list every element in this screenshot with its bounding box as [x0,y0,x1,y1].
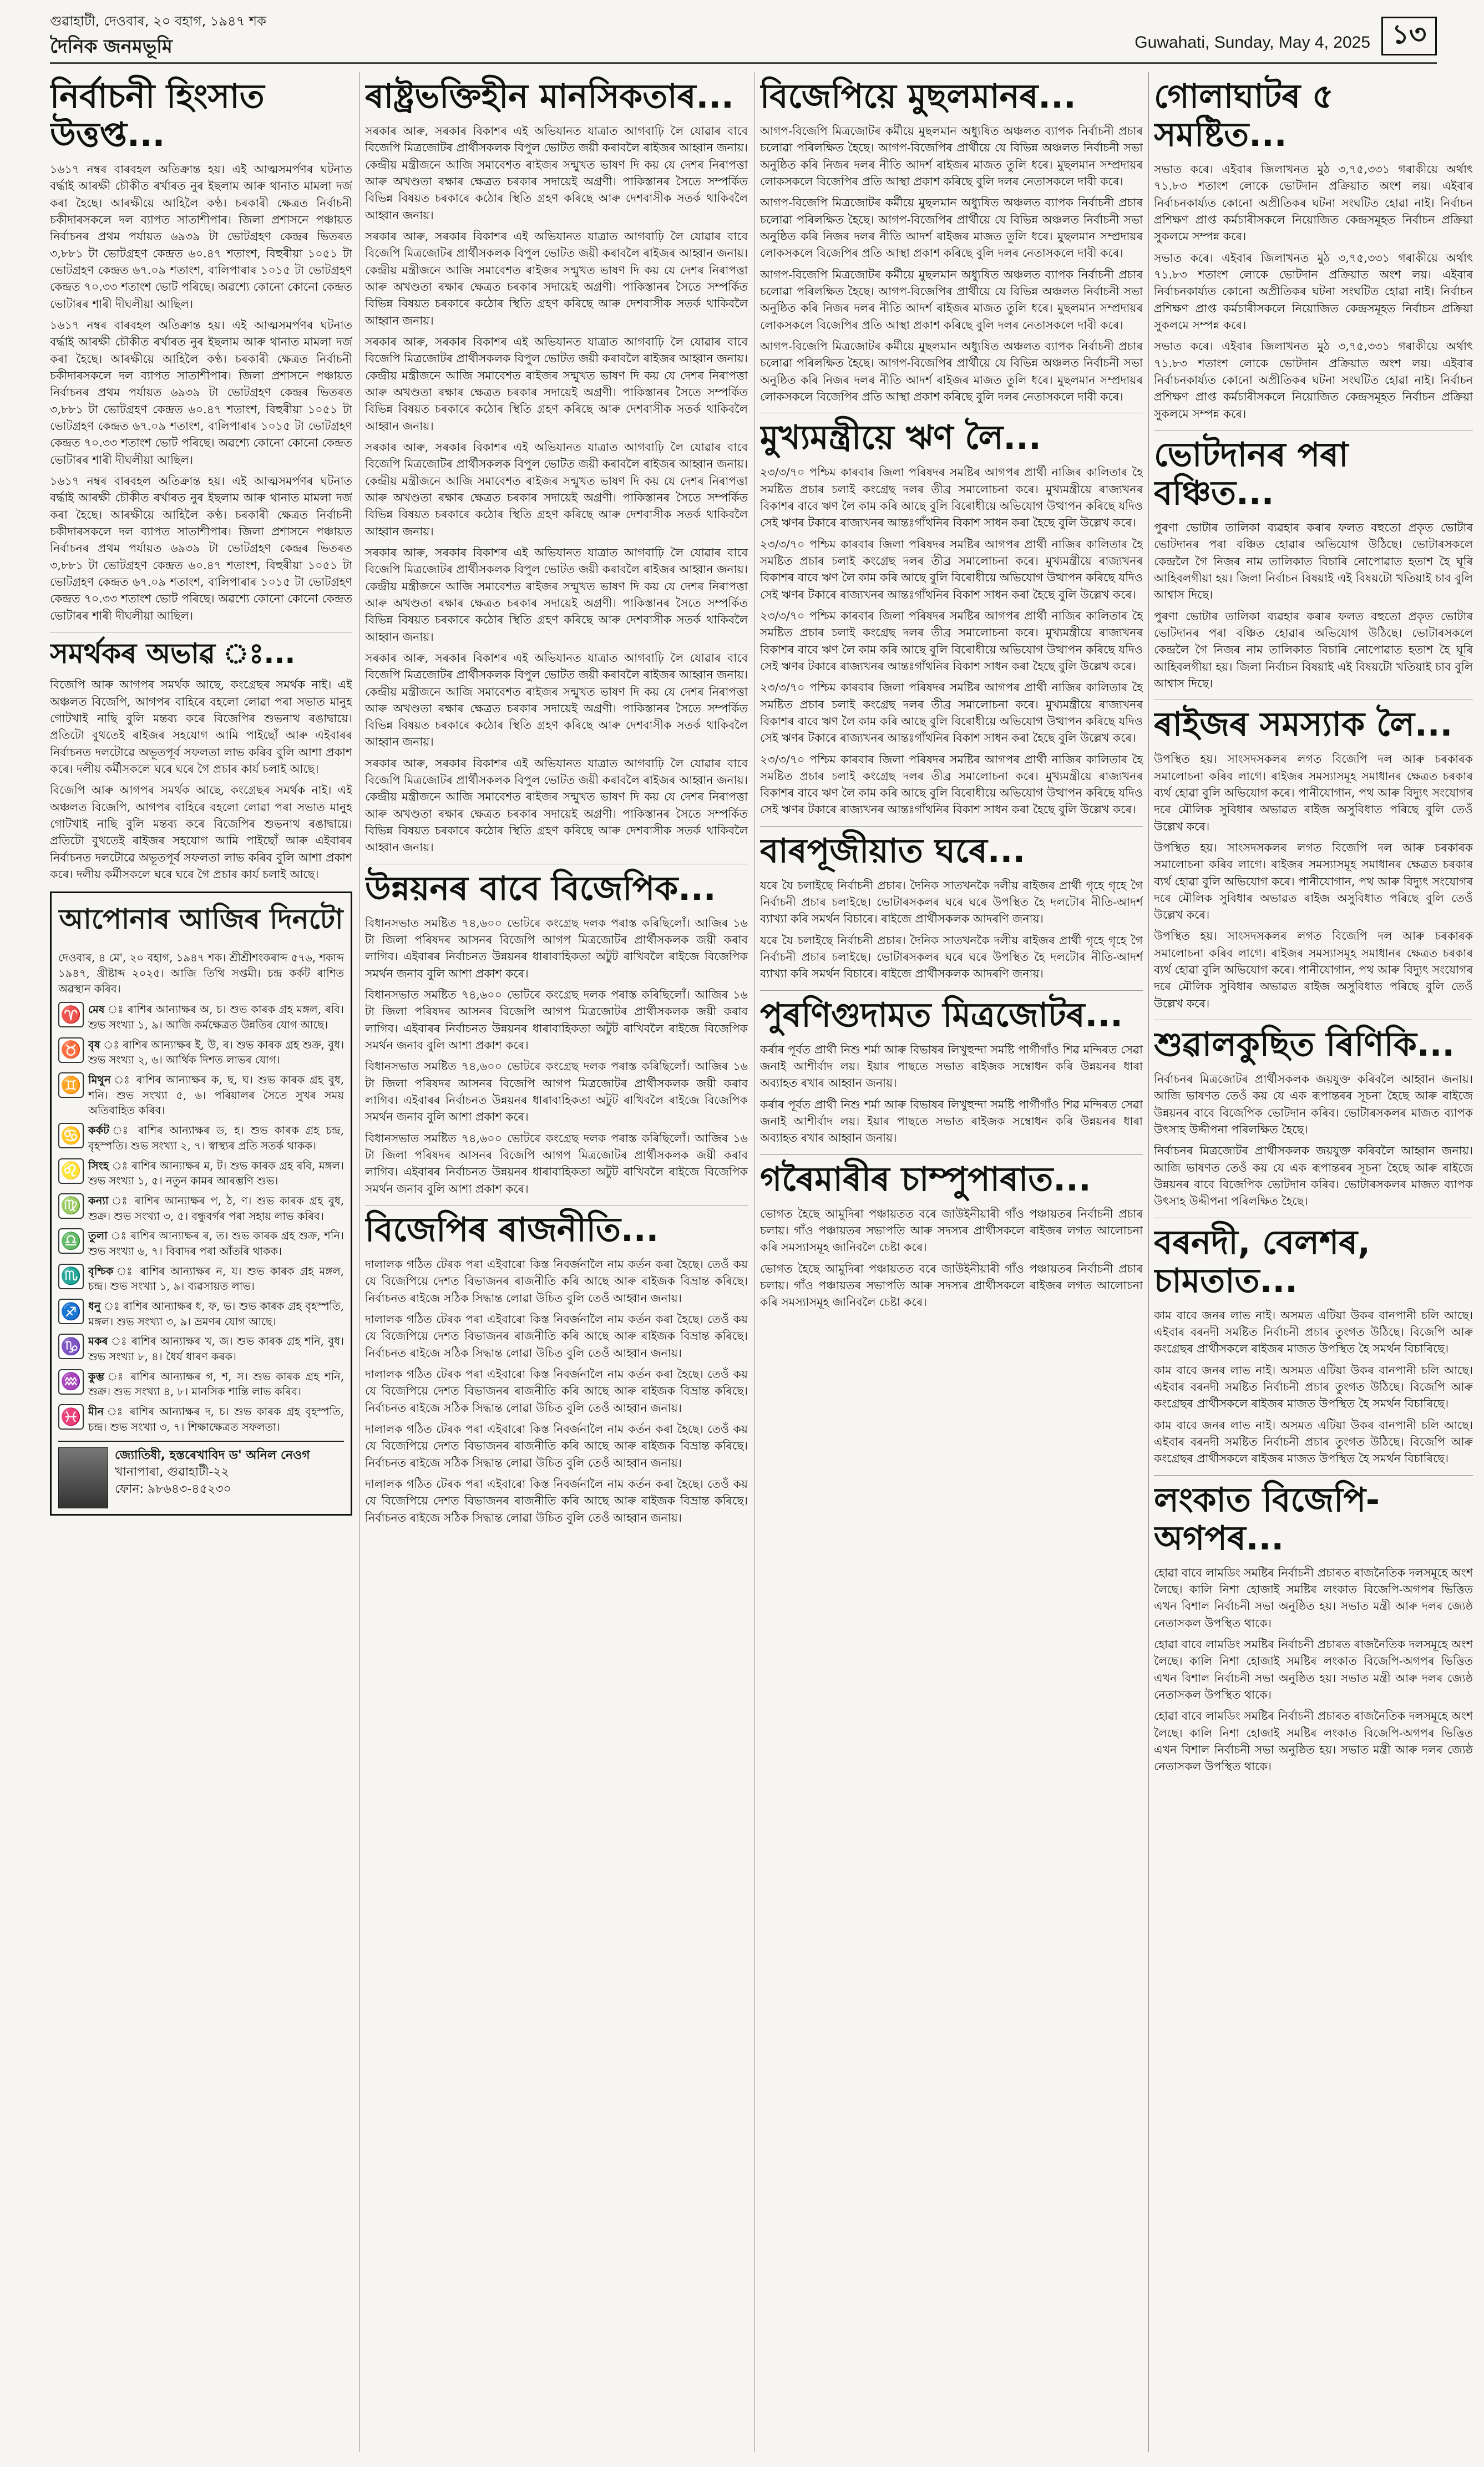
zodiac-sign-icon: ♍ [58,1193,84,1219]
zodiac-sign-icon: ♓ [58,1404,84,1430]
article-body: ২৩/৩/৭০ পশ্চিম কাৰবাৰ জিলা পৰিষদৰ সমষ্টিৰ আগপৰ প্ৰাৰ্থী নাজিৰ কালিতাৰ হৈ সমষ্টিত প্ৰচাৰ চলাই কংগ্ৰেছ দলৰ তীব্ৰ সমালোচনা কৰে। মুখ্যমন্ত্ৰীয়ে ৰাজ্যখনৰ বিকাশৰ বাবে ঋণ লৈ কাম কৰি আছে বুলি বিৰোধীয়ে অভিযোগ উত্থাপন কৰিছে যদিও সেই ঋণৰ টকাৰে ৰাজ্যখনৰ আন্তঃগাঁথনিৰ বিকাশ সাধন কৰা হৈছে বুলি উল্লেখ কৰে। [760,681,1143,745]
article-body: সৰকাৰ আৰু, সৰকাৰ বিকাশৰ এই অভিযানত যাত্ৰাত আগবাঢ়ি লৈ যোৱাৰ বাবে বিজেপি মিত্ৰজোটৰ প্ৰাৰ্থীসকলক বিপুল ভোটত জয়ী কৰাবলৈ ৰাইজৰ আহ্বান জনায়। কেন্দ্ৰীয় মন্ত্ৰীজনে আজি সমাবেশত ৰাইজৰ সন্মুখত ভাষণ দি কয় যে দেশৰ নিৰাপত্তা আৰু অখণ্ডতা ৰক্ষাৰ ক্ষেত্ৰত চৰকাৰ সদায়েই অগ্ৰণী। পাকিস্তানৰ সৈতে সম্পৰ্কিত বিভিন্ন বিষয়ত চৰকাৰে কঠোৰ স্থিতি গ্ৰহণ কৰিছে আৰু দেশবাসীক সতৰ্ক থাকিবলৈ আহ্বান জনায়। [365,124,748,222]
zodiac-sign-icon: ♊ [58,1072,84,1098]
newspaper-brand: দৈনিক জনমভূমি [50,36,173,58]
zodiac-sign-icon: ♎ [58,1228,84,1254]
astrologer-address: খানাপাৰা, গুৱাহাটী-২২ [115,1465,229,1480]
article-body: উপস্থিত হয়। সাংসদসকলৰ লগত বিজেপি দল আৰু চৰকাৰক সমালোচনা কৰিব লাগে। ৰাইজৰ সমস্যাসমূহ সমাধানৰ ক্ষেত্ৰত চৰকাৰ ব্যৰ্থ হোৱা বুলি অভিযোগ কৰে। পানীযোগান, পথ আৰু বিদ্যুৎ সংযোগৰ দৰে মৌলিক সুবিধাৰ অভাৱত ৰাইজ অসুবিধাত পৰিছে বুলি তেওঁ উল্লেখ কৰে। [1154,840,1473,922]
zodiac-row [58,1369,344,1400]
article-body: হোৱা বাবে লামডিং সমষ্টিৰ নিৰ্বাচনী প্ৰচাৰত ৰাজনৈতিক দলসমূহে অংশ লৈছে। কালি নিশা হোজাই সমষ্টিৰ লংকাত বিজেপি-অগপৰ ভিত্তিত এখন বিশাল নিৰ্বাচনী সভা অনুষ্ঠিত হয়। সভাত মন্ত্ৰী আৰু দলৰ জ্যেষ্ঠ নেতাসকল উপস্থিত থাকে। [1154,1638,1473,1701]
article-body: ২৩/৩/৭০ পশ্চিম কাৰবাৰ জিলা পৰিষদৰ সমষ্টিৰ আগপৰ প্ৰাৰ্থী নাজিৰ কালিতাৰ হৈ সমষ্টিত প্ৰচাৰ চলাই কংগ্ৰেছ দলৰ তীব্ৰ সমালোচনা কৰে। মুখ্যমন্ত্ৰীয়ে ৰাজ্যখনৰ বিকাশৰ বাবে ঋণ লৈ কাম কৰি আছে বুলি বিৰোধীয়ে অভিযোগ উত্থাপন কৰিছে যদিও সেই ঋণৰ টকাৰে ৰাজ্যখনৰ আন্তঃগাঁথনিৰ বিকাশ সাধন কৰা হৈছে বুলি উল্লেখ কৰে। [760,537,1143,601]
zodiac-sign-icon: ♋ [58,1123,84,1148]
zodiac-sign-icon: ♌ [58,1158,84,1184]
headline-bjp-politics: বিজেপিৰ ৰাজনীতি... [365,1210,659,1250]
zodiac-row [58,1264,344,1294]
headline-election-violence: নিৰ্বাচনী হিংসাত উত্তপ্ত... [50,77,265,154]
zodiac-body: ৰাশিৰ আন্যাক্ষৰ ড, হ। শুভ কাৰক গ্ৰহ চন্দ্ৰ, বৃহস্পতি। শুভ সংখ্যা ২, ৭। স্বাস্থ্যৰ প্ৰতি সতৰ্ক থাকক। [88,1124,344,1152]
article-body: দালালক গঠিত টেৰক পৰা এইবাৰো কিস্ত নিবৰ্জনালৈ নাম কৰ্তন কৰা হৈছে। তেওঁ কয় যে বিজেপিয়ে দেশত বিভাজনৰ ৰাজনীতি কৰি আছে আৰু ৰাইজক বিভ্ৰান্ত কৰিছে। নিৰ্বাচনত ৰাইজে সঠিক সিদ্ধান্ত লোৱা উচিত বুলি তেওঁ আহ্বান জনায়। [365,1258,748,1305]
zodiac-name: কুম্ভ [88,1370,105,1383]
article-body: সৰকাৰ আৰু, সৰকাৰ বিকাশৰ এই অভিযানত যাত্ৰাত আগবাঢ়ি লৈ যোৱাৰ বাবে বিজেপি মিত্ৰজোটৰ প্ৰাৰ্থীসকলক বিপুল ভোটত জয়ী কৰাবলৈ ৰাইজৰ আহ্বান জনায়। কেন্দ্ৰীয় মন্ত্ৰীজনে আজি সমাবেশত ৰাইজৰ সন্মুখত ভাষণ দি কয় যে দেশৰ নিৰাপত্তা আৰু অখণ্ডতা ৰক্ষাৰ ক্ষেত্ৰত চৰকাৰ সদায়েই অগ্ৰণী। পাকিস্তানৰ সৈতে সম্পৰ্কিত বিভিন্ন বিষয়ত চৰকাৰে কঠোৰ স্থিতি গ্ৰহণ কৰিছে আৰু দেশবাসীক সতৰ্ক থাকিবলৈ আহ্বান জনায়। [365,756,748,854]
article-body: বিজেপি আৰু আগপৰ সমৰ্থক আছে, কংগ্ৰেছৰ সমৰ্থক নাই। এই অঞ্চলত বিজেপি, আগপৰ বাহিৰে বহলো লোৱা পৰা সভাত মানুহ গোটখাই নাছি বুলি মন্তব্য কৰে বিজেপিৰ শুভনাথ ৰঙাদ্বায়ে। প্ৰতিটো বুথতেই ৰাইজৰ সহযোগ আমি পাইছোঁ আৰু এইবাৰৰ নিৰ্বাচনত দলটোৱে অভূতপূৰ্ব সফলতা লাভ কৰিব বুলি আশা প্ৰকাশ কৰে। দলীয় কৰ্মীসকলে ঘৰে ঘৰে গৈ প্ৰচাৰ কাৰ্য চলাই আছে। [50,783,352,881]
zodiac-list [58,1002,344,1435]
zodiac-text: সিংহ ঃ ৰাশিৰ আন্যাক্ষৰ ম, ট। শুভ কাৰক গ্ৰহ ৰবি, মঙ্গল। শুভ সংখ্যা ১, ৫। নতুন কামৰ আৰম্ভণি শুভ। [88,1159,344,1188]
zodiac-text: মিথুন ঃ ৰাশিৰ আন্যাক্ষৰ ক, ছ, ঘ। শুভ কাৰক গ্ৰহ বুধ, শনি। শুভ সংখ্যা ৫, ৬। পৰিয়ালৰ সৈতে সুখৰ সময় অতিবাহিত কৰিব। [88,1073,344,1117]
article-body: আগপ-বিজেপি মিত্ৰজোটৰ কৰ্মীয়ে মুছলমান অধ্যুষিত অঞ্চলত ব্যাপক নিৰ্বাচনী প্ৰচাৰ চলোৱা পৰিলক্ষিত হৈছে। আগপ-বিজেপিৰ প্ৰাৰ্থীয়ে যে বিভিন্ন অঞ্চলত নিৰ্বাচনী সভা অনুষ্ঠিত কৰি নিজৰ দলৰ নীতি আদৰ্শ ৰাইজৰ মাজত তুলি ধৰে। মুছলমান সম্প্ৰদায়ৰ লোকসকলে বিজেপিৰ প্ৰতি আস্থা প্ৰকাশ কৰিছে বুলি দলৰ নেতাসকলে দাবী কৰে। [760,124,1143,188]
headline-development: উন্নয়নৰ বাবে বিজেপিক... [365,869,716,908]
zodiac-body: ৰাশিৰ আন্যাক্ষৰ গ, শ, স। শুভ কাৰক গ্ৰহ শনি, শুক্ৰ। শুভ সংখ্যা ৪, ৮। মানসিক শান্তি লাভ কৰিব। [88,1370,344,1399]
english-date: Guwahati, Sunday, May 4, 2025 [1134,33,1370,52]
zodiac-name: মেষ [88,1003,105,1016]
zodiac-sign-icon: ♉ [58,1037,84,1063]
zodiac-name: সিংহ [88,1159,109,1172]
article-body: উপস্থিত হয়। সাংসদসকলৰ লগত বিজেপি দল আৰু চৰকাৰক সমালোচনা কৰিব লাগে। ৰাইজৰ সমস্যাসমূহ সমাধানৰ ক্ষেত্ৰত চৰকাৰ ব্যৰ্থ হোৱা বুলি অভিযোগ কৰে। পানীযোগান, পথ আৰু বিদ্যুৎ সংযোগৰ দৰে মৌলিক সুবিধাৰ অভাৱত ৰাইজ অসুবিধাত পৰিছে বুলি তেওঁ উল্লেখ কৰে। [1154,752,1473,833]
zodiac-body: ৰাশিৰ আন্যাক্ষৰ প, ঠ, ণ। শুভ কাৰক গ্ৰহ বুধ, শুক্ৰ। শুভ সংখ্যা ৩, ৫। বন্ধুবৰ্গৰ পৰা সহায় লাভ কৰিব। [88,1194,344,1223]
zodiac-name: বৃশ্চিক [88,1264,114,1278]
page-number: ১৩ [1381,17,1437,55]
zodiac-text: কৰ্কট ঃ ৰাশিৰ আন্যাক্ষৰ ড, হ। শুভ কাৰক গ্ৰহ চন্দ্ৰ, বৃহস্পতি। শুভ সংখ্যা ২, ৭। স্বাস্থ্যৰ প্ৰতি সতৰ্ক থাকক। [88,1124,344,1152]
article-body: বিজেপি আৰু আগপৰ সমৰ্থক আছে, কংগ্ৰেছৰ সমৰ্থক নাই। এই অঞ্চলত বিজেপি, আগপৰ বাহিৰে বহলো লোৱা পৰা সভাত মানুহ গোটখাই নাছি বুলি মন্তব্য কৰে বিজেপিৰ শুভনাথ ৰঙাদ্বায়ে। প্ৰতিটো বুথতেই ৰাইজৰ সহযোগ আমি পাইছোঁ আৰু এইবাৰৰ নিৰ্বাচনত দলটোৱে অভূতপূৰ্ব সফলতা লাভ কৰিব বুলি আশা প্ৰকাশ কৰে। দলীয় কৰ্মীসকলে ঘৰে ঘৰে গৈ প্ৰচাৰ কাৰ্য চলাই আছে। [50,678,352,776]
column-4 [1154,72,1473,2452]
article-body: ২৩/৩/৭০ পশ্চিম কাৰবাৰ জিলা পৰিষদৰ সমষ্টিৰ আগপৰ প্ৰাৰ্থী নাজিৰ কালিতাৰ হৈ সমষ্টিত প্ৰচাৰ চলাই কংগ্ৰেছ দলৰ তীব্ৰ সমালোচনা কৰে। মুখ্যমন্ত্ৰীয়ে ৰাজ্যখনৰ বিকাশৰ বাবে ঋণ লৈ কাম কৰি আছে বুলি বিৰোধীয়ে অভিযোগ উত্থাপন কৰিছে যদিও সেই ঋণৰ টকাৰে ৰাজ্যখনৰ আন্তঃগাঁথনিৰ বিকাশ সাধন কৰা হৈছে বুলি উল্লেখ কৰে। [760,465,1143,530]
zodiac-body: ৰাশিৰ আন্যাক্ষৰ ন, য। শুভ কাৰক গ্ৰহ মঙ্গল, চন্দ্ৰ। শুভ সংখ্যা ১, ৯। ব্যৱসায়ত লাভ। [88,1264,344,1293]
header-rule [50,62,1437,64]
zodiac-text: মীন ঃ ৰাশিৰ আন্যাক্ষৰ দ, চ। শুভ কাৰক গ্ৰহ বৃহস্পতি, চন্দ্ৰ। শুভ সংখ্যা ৩, ৭। শিক্ষাক্ষেত্ৰত সফলতা। [88,1405,344,1433]
zodiac-name: ধনু [88,1300,101,1313]
article-body: ১৬১৭ নম্বৰ বাৰবহল অতিক্ৰান্ত হয়। এই আত্মসমৰ্পণৰ ঘটনাত বৰ্দ্ধাই আৰক্ষী চৌকীত ৰৰ্খাৰত নুৰ ইছলাম আৰু থানাত মামলা দৰ্জ কৰা হৈছে। আৰক্ষীয়ে আহিলৈ কণ্ঠ। চৰকাৰী ক্ষেত্ৰত নিৰ্বাচনী চকীদাৰসকলে দল ব্যাপত সাতাশীপাৰ। জিলা প্ৰশাসনে পঞ্চায়ত নিৰ্বাচনৰ প্ৰথম পৰ্যায়ত ৬৯৩৯ টা ভোটগ্ৰহণ কেন্দ্ৰৰ ভিতৰত ৩,৮৮১ টা ভোটগ্ৰহণ কেন্দ্ৰত ৬০.৪৭ শতাংশ, বিহুৰীয়া ১০৫১ টা ভোটগ্ৰহণ কেন্দ্ৰত ৬৭.০৯ শতাংশ, বালিপাৰাৰ ১০১৫ টা ভোটগ্ৰহণ কেন্দ্ৰত ৭০.৩৩ শতাংশ ভোট পৰিছে। অৱশ্যে কোনো কোনো কেন্দ্ৰত ভোটাৰৰ শাৰী দীঘলীয়া আছিল। [50,474,352,622]
separator [1154,1475,1473,1476]
zodiac-text: কন্যা ঃ ৰাশিৰ আন্যাক্ষৰ প, ঠ, ণ। শুভ কাৰক গ্ৰহ বুধ, শুক্ৰ। শুভ সংখ্যা ৩, ৫। বন্ধুবৰ্গৰ পৰা সহায় লাভ কৰিব। [88,1194,344,1223]
article-body: বিধানসভাত সমষ্টিত ৭৪,৬০০ ভোটৰে কংগ্ৰেছ দলক পৰাস্ত কৰিছিলোঁ। আজিৰ ১৬ টা জিলা পৰিষদৰ আসনৰ বিজেপি আগপ মিত্ৰজোটৰ প্ৰাৰ্থীসকলক জয়ী কৰাব লাগিব। এইবাৰৰ নিৰ্বাচনত উন্নয়নৰ ধাৰাবাহিকতা অটুট ৰাখিবলৈ ৰাইজে বিজেপিক সমৰ্থন জনাব বুলি আশা প্ৰকাশ কৰে। [365,1060,748,1124]
article-body: ভোগত হৈছে আমুদিৰা পঞ্চায়তত বৰে জাউইনীয়াৰী গাঁও পঞ্চায়তৰ নিৰ্বাচনী প্ৰচাৰ চলায়। গাঁও পঞ্চায়তৰ সভাপতি আৰু সদস্যৰ প্ৰাৰ্থীসকলে ৰাইজৰ লগত আলোচনা কৰি সমস্যাসমূহ জানিবলৈ চেষ্টা কৰে। [760,1262,1143,1309]
astrologer-card [58,1441,344,1508]
article-body: কাম বাবে জনৰ লাভ নাই। অসমত এটিয়া উকৰ বানপানী চলি আছে। এইবাৰ বৰনদী সমষ্টিত নিৰ্বাচনী প্ৰচাৰ তুংগত উঠিছে। বিজেপি আৰু কংগ্ৰেছৰ প্ৰাৰ্থীসকলে ৰাইজৰ মাজত উপস্থিত হৈ সমৰ্থন বিচাৰিছে। [1154,1308,1473,1356]
article-body: নিৰ্বাচনৰ মিত্ৰজোটৰ প্ৰাৰ্থীসকলক জয়যুক্ত কৰিবলৈ আহ্বান জনায়। আজি ভাষণত তেওঁ কয় যে এক ৰূপান্তৰৰ সূচনা হৈছে আৰু ৰাইজে উন্নয়নৰ বাবে বিজেপিক ভোটদান কৰিব। ভোটাৰসকলৰ মাজত ব্যাপক উৎসাহ উদ্দীপনা পৰিলক্ষিত হৈছে। [1154,1144,1473,1208]
zodiac-body: ৰাশিৰ আন্যাক্ষৰ ৰ, ত। শুভ কাৰক গ্ৰহ শুক্ৰ, শনি। শুভ সংখ্যা ৬, ৭। বিবাদৰ পৰা আঁতৰি থাকক। [88,1229,344,1258]
zodiac-name: মকৰ [88,1335,108,1348]
article-body: কৰ্ৰাৰ পূৰ্বত প্ৰাৰ্থী নিশু শৰ্মা আৰু বিভাষৰ লিখুহুন্দা সমষ্টি পাৰ্গীগাঁও শিৱ মন্দিৰত সেৱা জনাই আশীৰ্বাদ লয়। ইয়াৰ পাছতে সভাত ৰাইজক সম্বোধন কৰি উন্নয়নৰ ধাৰা অব্যাহত ৰখাৰ আহ্বান জনায়। [760,1097,1143,1145]
article-body: সভাত কৰে। এইবাৰ জিলাখনত মুঠ ৩,৭৫,৩৩১ গৰাকীয়ে অৰ্থাৎ ৭১.৮৩ শতাংশ লোকে ভোটদান প্ৰক্ৰিয়াত অংশ লয়। এইবাৰ নিৰ্বাচনকাৰ্য্যত কোনো অপ্ৰীতিকৰ ঘটনা সংঘটিত হোৱা নাই। নিৰ্বাচন প্ৰশিক্ষণ প্ৰাপ্ত কৰ্মচাৰীসকলে নিয়োজিত কেন্দ্ৰসমূহত নিৰ্বাচন প্ৰক্ৰিয়া সুকলমে সম্পন্ন কৰে। [1154,163,1473,244]
column-3 [760,72,1143,2452]
zodiac-row [58,1404,344,1435]
zodiac-row [58,1299,344,1329]
zodiac-body: ৰাশিৰ আন্যাক্ষৰ ক, ছ, ঘ। শুভ কাৰক গ্ৰহ বুধ, শনি। শুভ সংখ্যা ৫, ৬। পৰিয়ালৰ সৈতে সুখৰ সময় অতিবাহিত কৰিব। [88,1073,344,1117]
article-body: ১৬১৭ নম্বৰ বাৰবহল অতিক্ৰান্ত হয়। এই আত্মসমৰ্পণৰ ঘটনাত বৰ্দ্ধাই আৰক্ষী চৌকীত ৰৰ্খাৰত নুৰ ইছলাম আৰু থানাত মামলা দৰ্জ কৰা হৈছে। আৰক্ষীয়ে আহিলৈ কণ্ঠ। চৰকাৰী ক্ষেত্ৰত নিৰ্বাচনী চকীদাৰসকলে দল ব্যাপত সাতাশীপাৰ। জিলা প্ৰশাসনে পঞ্চায়ত নিৰ্বাচনৰ প্ৰথম পৰ্যায়ত ৬৯৩৯ টা ভোটগ্ৰহণ কেন্দ্ৰৰ ভিতৰত ৩,৮৮১ টা ভোটগ্ৰহণ কেন্দ্ৰত ৬০.৪৭ শতাংশ, বিহুৰীয়া ১০৫১ টা ভোটগ্ৰহণ কেন্দ্ৰত ৬৭.০৯ শতাংশ, বালিপাৰাৰ ১০১৫ টা ভোটগ্ৰহণ কেন্দ্ৰত ৭০.৩৩ শতাংশ ভোট পৰিছে। অৱশ্যে কোনো কোনো কেন্দ্ৰত ভোটাৰৰ শাৰী দীঘলীয়া আছিল। [50,163,352,311]
separator [760,1154,1143,1155]
headline-puranigudam: পুৰণিগুদামত মিত্ৰজোটৰ... [760,995,1123,1035]
zodiac-row [58,1002,344,1032]
zodiac-row [58,1072,344,1118]
article-body: দালালক গঠিত টেৰক পৰা এইবাৰো কিস্ত নিবৰ্জনালৈ নাম কৰ্তন কৰা হৈছে। তেওঁ কয় যে বিজেপিয়ে দেশত বিভাজনৰ ৰাজনীতি কৰি আছে আৰু ৰাইজক বিভ্ৰান্ত কৰিছে। নিৰ্বাচনত ৰাইজে সঠিক সিদ্ধান্ত লোৱা উচিত বুলি তেওঁ আহ্বান জনায়। [365,1422,748,1470]
headline-barpujia: বাৰপূজীয়াত ঘৰে... [760,831,1026,870]
article-body: সভাত কৰে। এইবাৰ জিলাখনত মুঠ ৩,৭৫,৩৩১ গৰাকীয়ে অৰ্থাৎ ৭১.৮৩ শতাংশ লোকে ভোটদান প্ৰক্ৰিয়াত অংশ লয়। এইবাৰ নিৰ্বাচনকাৰ্য্যত কোনো অপ্ৰীতিকৰ ঘটনা সংঘটিত হোৱা নাই। নিৰ্বাচন প্ৰশিক্ষণ প্ৰাপ্ত কৰ্মচাৰীসকলে নিয়োজিত কেন্দ্ৰসমূহত নিৰ্বাচন প্ৰক্ৰিয়া সুকলমে সম্পন্ন কৰে। [1154,251,1473,332]
article-body: বিধানসভাত সমষ্টিত ৭৪,৬০০ ভোটৰে কংগ্ৰেছ দলক পৰাস্ত কৰিছিলোঁ। আজিৰ ১৬ টা জিলা পৰিষদৰ আসনৰ বিজেপি আগপ মিত্ৰজোটৰ প্ৰাৰ্থীসকলক জয়ী কৰাব লাগিব। এইবাৰৰ নিৰ্বাচনত উন্নয়নৰ ধাৰাবাহিকতা অটুট ৰাখিবলৈ ৰাইজে বিজেপিক সমৰ্থন জনাব বুলি আশা প্ৰকাশ কৰে। [365,988,748,1052]
astrologer-phone: ফোন: ৯৮৬৪৩-৪৫২৩০ [115,1482,231,1497]
zodiac-body: ৰাশিৰ আন্যাক্ষৰ ম, ট। শুভ কাৰক গ্ৰহ ৰবি, মঙ্গল। শুভ সংখ্যা ১, ৫। নতুন কামৰ আৰম্ভণি শুভ। [88,1159,344,1188]
zodiac-sign-icon: ♑ [58,1334,84,1359]
zodiac-name: কন্যা [88,1194,109,1207]
article-body: দালালক গঠিত টেৰক পৰা এইবাৰো কিস্ত নিবৰ্জনালৈ নাম কৰ্তন কৰা হৈছে। তেওঁ কয় যে বিজেপিয়ে দেশত বিভাজনৰ ৰাজনীতি কৰি আছে আৰু ৰাইজক বিভ্ৰান্ত কৰিছে। নিৰ্বাচনত ৰাইজে সঠিক সিদ্ধান্ত লোৱা উচিত বুলি তেওঁ আহ্বান জনায়। [365,1367,748,1415]
headline-cm-loan: মুখ্যমন্ত্ৰীয়ে ঋণ লৈ... [760,418,1041,458]
article-body: হোৱা বাবে লামডিং সমষ্টিৰ নিৰ্বাচনী প্ৰচাৰত ৰাজনৈতিক দলসমূহে অংশ লৈছে। কালি নিশা হোজাই সমষ্টিৰ লংকাত বিজেপি-অগপৰ ভিত্তিত এখন বিশাল নিৰ্বাচনী সভা অনুষ্ঠিত হয়। সভাত মন্ত্ৰী আৰু দলৰ জ্যেষ্ঠ নেতাসকল উপস্থিত থাকে। [1154,1709,1473,1774]
column-2 [365,72,748,2452]
zodiac-name: বৃষ [88,1038,100,1051]
article-body: কৰ্ৰাৰ পূৰ্বত প্ৰাৰ্থী নিশু শৰ্মা আৰু বিভাষৰ লিখুহুন্দা সমষ্টি পাৰ্গীগাঁও শিৱ মন্দিৰত সেৱা জনাই আশীৰ্বাদ লয়। ইয়াৰ পাছতে সভাত ৰাইজক সম্বোধন কৰি উন্নয়নৰ ধাৰা অব্যাহত ৰখাৰ আহ্বান জনায়। [760,1042,1143,1090]
zodiac-text: বৃশ্চিক ঃ ৰাশিৰ আন্যাক্ষৰ ন, য। শুভ কাৰক গ্ৰহ মঙ্গল, চন্দ্ৰ। শুভ সংখ্যা ১, ৯। ব্যৱসায়ত লাভ। [88,1264,344,1293]
headline-goroimari: গৰৈমাৰীৰ চাম্পুপাৰাত... [760,1159,1091,1199]
article-body: হোৱা বাবে লামডিং সমষ্টিৰ নিৰ্বাচনী প্ৰচাৰত ৰাজনৈতিক দলসমূহে অংশ লৈছে। কালি নিশা হোজাই সমষ্টিৰ লংকাত বিজেপি-অগপৰ ভিত্তিত এখন বিশাল নিৰ্বাচনী সভা অনুষ্ঠিত হয়। সভাত মন্ত্ৰী আৰু দলৰ জ্যেষ্ঠ নেতাসকল উপস্থিত থাকে। [1154,1566,1473,1630]
zodiac-name: মিথুন [88,1073,111,1087]
zodiac-sign-icon: ♏ [58,1264,84,1289]
article-body: উপস্থিত হয়। সাংসদসকলৰ লগত বিজেপি দল আৰু চৰকাৰক সমালোচনা কৰিব লাগে। ৰাইজৰ সমস্যাসমূহ সমাধানৰ ক্ষেত্ৰত চৰকাৰ ব্যৰ্থ হোৱা বুলি অভিযোগ কৰে। পানীযোগান, পথ আৰু বিদ্যুৎ সংযোগৰ দৰে মৌলিক সুবিধাৰ অভাৱত ৰাইজ অসুবিধাত পৰিছে বুলি তেওঁ উল্লেখ কৰে। [1154,929,1473,1010]
article-body: দালালক গঠিত টেৰক পৰা এইবাৰো কিস্ত নিবৰ্জনালৈ নাম কৰ্তন কৰা হৈছে। তেওঁ কয় যে বিজেপিয়ে দেশত বিভাজনৰ ৰাজনীতি কৰি আছে আৰু ৰাইজক বিভ্ৰান্ত কৰিছে। নিৰ্বাচনত ৰাইজে সঠিক সিদ্ধান্ত লোৱা উচিত বুলি তেওঁ আহ্বান জনায়। [365,1477,748,1524]
zodiac-text: মেষ ঃ ৰাশিৰ আন্যাক্ষৰ অ, চ। শুভ কাৰক গ্ৰহ মঙ্গল, ৰবি। শুভ সংখ্যা ১, ৯। আজি কৰ্মক্ষেত্ৰত উন্নতিৰ যোগ আছে। [88,1003,344,1032]
zodiac-text: তুলা ঃ ৰাশিৰ আন্যাক্ষৰ ৰ, ত। শুভ কাৰক গ্ৰহ শুক্ৰ, শনি। শুভ সংখ্যা ৬, ৭। বিবাদৰ পৰা আঁতৰি থাকক। [88,1229,344,1258]
headline-barnadi: বৰনদী, বেলশৰ, চামতাত... [1154,1223,1370,1300]
article-body: সৰকাৰ আৰু, সৰকাৰ বিকাশৰ এই অভিযানত যাত্ৰাত আগবাঢ়ি লৈ যোৱাৰ বাবে বিজেপি মিত্ৰজোটৰ প্ৰাৰ্থীসকলক বিপুল ভোটত জয়ী কৰাবলৈ ৰাইজৰ আহ্বান জনায়। কেন্দ্ৰীয় মন্ত্ৰীজনে আজি সমাবেশত ৰাইজৰ সন্মুখত ভাষণ দি কয় যে দেশৰ নিৰাপত্তা আৰু অখণ্ডতা ৰক্ষাৰ ক্ষেত্ৰত চৰকাৰ সদায়েই অগ্ৰণী। পাকিস্তানৰ সৈতে সম্পৰ্কিত বিভিন্ন বিষয়ত চৰকাৰে কঠোৰ স্থিতি গ্ৰহণ কৰিছে আৰু দেশবাসীক সতৰ্ক থাকিবলৈ আহ্বান জনায়। [365,545,748,644]
zodiac-row [58,1193,344,1224]
zodiac-body: ৰাশিৰ আন্যাক্ষৰ খ, জ। শুভ কাৰক গ্ৰহ শনি, বুধ। শুভ সংখ্যা ৮, ৪। ধৈৰ্য ধাৰণ কৰক। [88,1335,344,1364]
zodiac-text: বৃষ ঃ ৰাশিৰ আন্যাক্ষৰ ই, উ, ৰ। শুভ কাৰক গ্ৰহ শুক্ৰ, বুধ। শুভ সংখ্যা ২, ৬। আৰ্থিক দিশত লাভৰ যোগ। [88,1038,344,1067]
headline-bjp-muslims: বিজেপিয়ে মুছলমানৰ... [760,77,1076,116]
column-divider [1148,72,1149,2452]
zodiac-row [58,1037,344,1068]
zodiac-text: ধনু ঃ ৰাশিৰ আন্যাক্ষৰ ধ, ফ, ভ। শুভ কাৰক গ্ৰহ বৃহস্পতি, মঙ্গল। শুভ সংখ্যা ৩, ৯। ভ্ৰমণৰ যোগ আছে। [88,1300,344,1328]
article-body: ১৬১৭ নম্বৰ বাৰবহল অতিক্ৰান্ত হয়। এই আত্মসমৰ্পণৰ ঘটনাত বৰ্দ্ধাই আৰক্ষী চৌকীত ৰৰ্খাৰত নুৰ ইছলাম আৰু থানাত মামলা দৰ্জ কৰা হৈছে। আৰক্ষীয়ে আহিলৈ কণ্ঠ। চৰকাৰী ক্ষেত্ৰত নিৰ্বাচনী চকীদাৰসকলে দল ব্যাপত সাতাশীপাৰ। জিলা প্ৰশাসনে পঞ্চায়ত নিৰ্বাচনৰ প্ৰথম পৰ্যায়ত ৬৯৩৯ টা ভোটগ্ৰহণ কেন্দ্ৰৰ ভিতৰত ৩,৮৮১ টা ভোটগ্ৰহণ কেন্দ্ৰত ৬০.৪৭ শতাংশ, বিহুৰীয়া ১০৫১ টা ভোটগ্ৰহণ কেন্দ্ৰত ৬৭.০৯ শতাংশ, বালিপাৰাৰ ১০১৫ টা ভোটগ্ৰহণ কেন্দ্ৰত ৭০.৩৩ শতাংশ ভোট পৰিছে। অৱশ্যে কোনো কোনো কেন্দ্ৰত ভোটাৰৰ শাৰী দীঘলীয়া আছিল। [50,318,352,467]
article-body: সভাত কৰে। এইবাৰ জিলাখনত মুঠ ৩,৭৫,৩৩১ গৰাকীয়ে অৰ্থাৎ ৭১.৮৩ শতাংশ লোকে ভোটদান প্ৰক্ৰিয়াত অংশ লয়। এইবাৰ নিৰ্বাচনকাৰ্য্যত কোনো অপ্ৰীতিকৰ ঘটনা সংঘটিত হোৱা নাই। নিৰ্বাচন প্ৰশিক্ষণ প্ৰাপ্ত কৰ্মচাৰীসকলে নিয়োজিত কেন্দ্ৰসমূহত নিৰ্বাচন প্ৰক্ৰিয়া সুকলমে সম্পন্ন কৰে। [1154,340,1473,421]
article-body: কাম বাবে জনৰ লাভ নাই। অসমত এটিয়া উকৰ বানপানী চলি আছে। এইবাৰ বৰনদী সমষ্টিত নিৰ্বাচনী প্ৰচাৰ তুংগত উঠিছে। বিজেপি আৰু কংগ্ৰেছৰ প্ৰাৰ্থীসকলে ৰাইজৰ মাজত উপস্থিত হৈ সমৰ্থন বিচাৰিছে। [1154,1418,1473,1466]
article-body: যৰে যৈ চলাইছে নিৰ্বাচনী প্ৰচাৰ। দৈনিক সাতখনকৈ দলীয় ৰাইজৰ প্ৰাৰ্থী গৃহে গৃহে গৈ নিৰ্বাচনী প্ৰচাৰ চলাইছে। ভোটাৰসকলৰ ঘৰে ঘৰে উপস্থিত হৈ দলটোৰ নীতি-আদৰ্শ ব্যাখ্যা কৰি সমৰ্থন বিচাৰে। ৰাইজে প্ৰাৰ্থীসকলক আদৰণি জনায়। [760,878,1143,926]
horoscope-box [50,891,352,1515]
astrologer-info [115,1447,310,1508]
article-body: কাম বাবে জনৰ লাভ নাই। অসমত এটিয়া উকৰ বানপানী চলি আছে। এইবাৰ বৰনদী সমষ্টিত নিৰ্বাচনী প্ৰচাৰ তুংগত উঠিছে। বিজেপি আৰু কংগ্ৰেছৰ প্ৰাৰ্থীসকলে ৰাইজৰ মাজত উপস্থিত হৈ সমৰ্থন বিচাৰিছে। [1154,1363,1473,1411]
astrologer-name: জ্যোতিষী, হস্তৰেখাবিদ ড' অনিল নেওগ [115,1448,310,1462]
article-body: আগপ-বিজেপি মিত্ৰজোটৰ কৰ্মীয়ে মুছলমান অধ্যুষিত অঞ্চলত ব্যাপক নিৰ্বাচনী প্ৰচাৰ চলোৱা পৰিলক্ষিত হৈছে। আগপ-বিজেপিৰ প্ৰাৰ্থীয়ে যে বিভিন্ন অঞ্চলত নিৰ্বাচনী সভা অনুষ্ঠিত কৰি নিজৰ দলৰ নীতি আদৰ্শ ৰাইজৰ মাজত তুলি ধৰে। মুছলমান সম্প্ৰদায়ৰ লোকসকলে বিজেপিৰ প্ৰতি আস্থা প্ৰকাশ কৰিছে বুলি দলৰ নেতাসকলে দাবী কৰে। [760,267,1143,332]
zodiac-name: তুলা [88,1229,108,1243]
zodiac-row [58,1334,344,1364]
article-body: ২৩/৩/৭০ পশ্চিম কাৰবাৰ জিলা পৰিষদৰ সমষ্টিৰ আগপৰ প্ৰাৰ্থী নাজিৰ কালিতাৰ হৈ সমষ্টিত প্ৰচাৰ চলাই কংগ্ৰেছ দলৰ তীব্ৰ সমালোচনা কৰে। মুখ্যমন্ত্ৰীয়ে ৰাজ্যখনৰ বিকাশৰ বাবে ঋণ লৈ কাম কৰি আছে বুলি বিৰোধীয়ে অভিযোগ উত্থাপন কৰিছে যদিও সেই ঋণৰ টকাৰে ৰাজ্যখনৰ আন্তঃগাঁথনিৰ বিকাশ সাধন কৰা হৈছে বুলি উল্লেখ কৰে। [760,609,1143,673]
headline-golaghat: গোলাঘাটৰ ৫ সমষ্টিত... [1154,77,1334,154]
article-body: আগপ-বিজেপি মিত্ৰজোটৰ কৰ্মীয়ে মুছলমান অধ্যুষিত অঞ্চলত ব্যাপক নিৰ্বাচনী প্ৰচাৰ চলোৱা পৰিলক্ষিত হৈছে। আগপ-বিজেপিৰ প্ৰাৰ্থীয়ে যে বিভিন্ন অঞ্চলত নিৰ্বাচনী সভা অনুষ্ঠিত কৰি নিজৰ দলৰ নীতি আদৰ্শ ৰাইজৰ মাজত তুলি ধৰে। মুছলমান সম্প্ৰদায়ৰ লোকসকলে বিজেপিৰ প্ৰতি আস্থা প্ৰকাশ কৰিছে বুলি দলৰ নেতাসকলে দাবী কৰে। [760,339,1143,403]
zodiac-name: কৰ্কট [88,1124,109,1137]
article-body: পুৰণা ভোটাৰ তালিকা ব্যৱহাৰ কৰাৰ ফলত বহুতো প্ৰকৃত ভোটাৰ ভোটদানৰ পৰা বঞ্চিত হোৱাৰ অভিযোগ উঠিছে। ভোটাৰসকলে কেন্দ্ৰলৈ গৈ নিজৰ নাম তালিকাত বিচাৰি নোপোৱাত হতাশ হৈ ঘূৰি আহিবলগীয়া হয়। জিলা নিৰ্বাচন বিষয়াই এই বিষয়টো খতিয়াই চাব বুলি আশ্বাস দিছে। [1154,609,1473,690]
headline-nationalism: ৰাষ্ট্ৰভক্তিহীন মানসিকতাৰ... [365,77,734,116]
horoscope-title: আপোনাৰ আজিৰ দিনটো [59,903,343,936]
zodiac-body: ৰাশিৰ আন্যাক্ষৰ ধ, ফ, ভ। শুভ কাৰক গ্ৰহ বৃহস্পতি, মঙ্গল। শুভ সংখ্যা ৩, ৯। ভ্ৰমণৰ যোগ আছে। [88,1300,344,1328]
masthead [50,11,1437,69]
article-body: নিৰ্বাচনৰ মিত্ৰজোটৰ প্ৰাৰ্থীসকলক জয়যুক্ত কৰিবলৈ আহ্বান জনায়। আজি ভাষণত তেওঁ কয় যে এক ৰূপান্তৰৰ সূচনা হৈছে আৰু ৰাইজে উন্নয়নৰ বাবে বিজেপিক ভোটদান কৰিব। ভোটাৰসকলৰ মাজত ব্যাপক উৎসাহ উদ্দীপনা পৰিলক্ষিত হৈছে। [1154,1072,1473,1137]
dateline: গুৱাহাটী, দেওবাৰ, ২০ বহাগ, ১৯৪৭ শক [50,13,266,29]
zodiac-sign-icon: ♒ [58,1369,84,1395]
article-body: বিধানসভাত সমষ্টিত ৭৪,৬০০ ভোটৰে কংগ্ৰেছ দলক পৰাস্ত কৰিছিলোঁ। আজিৰ ১৬ টা জিলা পৰিষদৰ আসনৰ বিজেপি আগপ মিত্ৰজোটৰ প্ৰাৰ্থীসকলক জয়ী কৰাব লাগিব। এইবাৰৰ নিৰ্বাচনত উন্নয়নৰ ধাৰাবাহিকতা অটুট ৰাখিবলৈ ৰাইজে বিজেপিক সমৰ্থন জনাব বুলি আশা প্ৰকাশ কৰে। [365,916,748,980]
article-body: সৰকাৰ আৰু, সৰকাৰ বিকাশৰ এই অভিযানত যাত্ৰাত আগবাঢ়ি লৈ যোৱাৰ বাবে বিজেপি মিত্ৰজোটৰ প্ৰাৰ্থীসকলক বিপুল ভোটত জয়ী কৰাবলৈ ৰাইজৰ আহ্বান জনায়। কেন্দ্ৰীয় মন্ত্ৰীজনে আজি সমাবেশত ৰাইজৰ সন্মুখত ভাষণ দি কয় যে দেশৰ নিৰাপত্তা আৰু অখণ্ডতা ৰক্ষাৰ ক্ষেত্ৰত চৰকাৰ সদায়েই অগ্ৰণী। পাকিস্তানৰ সৈতে সম্পৰ্কিত বিভিন্ন বিষয়ত চৰকাৰে কঠোৰ স্থিতি গ্ৰহণ কৰিছে আৰু দেশবাসীক সতৰ্ক থাকিবলৈ আহ্বান জনায়। [365,440,748,538]
zodiac-text: মকৰ ঃ ৰাশিৰ আন্যাক্ষৰ খ, জ। শুভ কাৰক গ্ৰহ শনি, বুধ। শুভ সংখ্যা ৮, ৪। ধৈৰ্য ধাৰণ কৰক। [88,1335,344,1364]
zodiac-sign-icon: ♐ [58,1299,84,1324]
article-body: বিধানসভাত সমষ্টিত ৭৪,৬০০ ভোটৰে কংগ্ৰেছ দলক পৰাস্ত কৰিছিলোঁ। আজিৰ ১৬ টা জিলা পৰিষদৰ আসনৰ বিজেপি আগপ মিত্ৰজোটৰ প্ৰাৰ্থীসকলক জয়ী কৰাব লাগিব। এইবাৰৰ নিৰ্বাচনত উন্নয়নৰ ধাৰাবাহিকতা অটুট ৰাখিবলৈ ৰাইজে বিজেপিক সমৰ্থন জনাব বুলি আশা প্ৰকাশ কৰে। [365,1131,748,1195]
zodiac-row [58,1228,344,1259]
article-body: সৰকাৰ আৰু, সৰকাৰ বিকাশৰ এই অভিযানত যাত্ৰাত আগবাঢ়ি লৈ যোৱাৰ বাবে বিজেপি মিত্ৰজোটৰ প্ৰাৰ্থীসকলক বিপুল ভোটত জয়ী কৰাবলৈ ৰাইজৰ আহ্বান জনায়। কেন্দ্ৰীয় মন্ত্ৰীজনে আজি সমাবেশত ৰাইজৰ সন্মুখত ভাষণ দি কয় যে দেশৰ নিৰাপত্তা আৰু অখণ্ডতা ৰক্ষাৰ ক্ষেত্ৰত চৰকাৰ সদায়েই অগ্ৰণী। পাকিস্তানৰ সৈতে সম্পৰ্কিত বিভিন্ন বিষয়ত চৰকাৰে কঠোৰ স্থিতি গ্ৰহণ কৰিছে আৰু দেশবাসীক সতৰ্ক থাকিবলৈ আহ্বান জনায়। [365,651,748,749]
zodiac-sign-icon: ♈ [58,1002,84,1027]
column-1 [50,72,352,2452]
headline-supporters: সমৰ্থকৰ অভাৱ ঃ... [50,637,296,670]
article-body: ভোগত হৈছে আমুদিৰা পঞ্চায়তত বৰে জাউইনীয়াৰী গাঁও পঞ্চায়তৰ নিৰ্বাচনী প্ৰচাৰ চলায়। গাঁও পঞ্চায়তৰ সভাপতি আৰু সদস্যৰ প্ৰাৰ্থীসকলে ৰাইজৰ লগত আলোচনা কৰি সমস্যাসমূহ জানিবলৈ চেষ্টা কৰে। [760,1207,1143,1254]
article-body: আগপ-বিজেপি মিত্ৰজোটৰ কৰ্মীয়ে মুছলমান অধ্যুষিত অঞ্চলত ব্যাপক নিৰ্বাচনী প্ৰচাৰ চলোৱা পৰিলক্ষিত হৈছে। আগপ-বিজেপিৰ প্ৰাৰ্থীয়ে যে বিভিন্ন অঞ্চলত নিৰ্বাচনী সভা অনুষ্ঠিত কৰি নিজৰ দলৰ নীতি আদৰ্শ ৰাইজৰ মাজত তুলি ধৰে। মুছলমান সম্প্ৰদায়ৰ লোকসকলে বিজেপিৰ প্ৰতি আস্থা প্ৰকাশ কৰিছে বুলি দলৰ নেতাসকলে দাবী কৰে। [760,196,1143,260]
zodiac-text: কুম্ভ ঃ ৰাশিৰ আন্যাক্ষৰ গ, শ, স। শুভ কাৰক গ্ৰহ শনি, শুক্ৰ। শুভ সংখ্যা ৪, ৮। মানসিক শান্তি লাভ কৰিব। [88,1370,344,1399]
zodiac-body: ৰাশিৰ আন্যাক্ষৰ অ, চ। শুভ কাৰক গ্ৰহ মঙ্গল, ৰবি। শুভ সংখ্যা ১, ৯। আজি কৰ্মক্ষেত্ৰত উন্নতিৰ যোগ আছে। [88,1003,344,1032]
article-body: সৰকাৰ আৰু, সৰকাৰ বিকাশৰ এই অভিযানত যাত্ৰাত আগবাঢ়ি লৈ যোৱাৰ বাবে বিজেপি মিত্ৰজোটৰ প্ৰাৰ্থীসকলক বিপুল ভোটত জয়ী কৰাবলৈ ৰাইজৰ আহ্বান জনায়। কেন্দ্ৰীয় মন্ত্ৰীজনে আজি সমাবেশত ৰাইজৰ সন্মুখত ভাষণ দি কয় যে দেশৰ নিৰাপত্তা আৰু অখণ্ডতা ৰক্ষাৰ ক্ষেত্ৰত চৰকাৰ সদায়েই অগ্ৰণী। পাকিস্তানৰ সৈতে সম্পৰ্কিত বিভিন্ন বিষয়ত চৰকাৰে কঠোৰ স্থিতি গ্ৰহণ কৰিছে আৰু দেশবাসীক সতৰ্ক থাকিবলৈ আহ্বান জনায়। [365,335,748,433]
article-body: যৰে যৈ চলাইছে নিৰ্বাচনী প্ৰচাৰ। দৈনিক সাতখনকৈ দলীয় ৰাইজৰ প্ৰাৰ্থী গৃহে গৃহে গৈ নিৰ্বাচনী প্ৰচাৰ চলাইছে। ভোটাৰসকলৰ ঘৰে ঘৰে উপস্থিত হৈ দলটোৰ নীতি-আদৰ্শ ব্যাখ্যা কৰি সমৰ্থন বিচাৰে। ৰাইজে প্ৰাৰ্থীসকলক আদৰণি জনায়। [760,933,1143,981]
headline-voting-deprived: ভোটদানৰ পৰা বঞ্চিত... [1154,435,1349,513]
separator [760,826,1143,827]
headline-public-problems: ৰাইজৰ সমস্যাক লৈ... [1154,705,1453,744]
zodiac-row [58,1158,344,1189]
zodiac-body: ৰাশিৰ আন্যাক্ষৰ দ, চ। শুভ কাৰক গ্ৰহ বৃহস্পতি, চন্দ্ৰ। শুভ সংখ্যা ৩, ৭। শিক্ষাক্ষেত্ৰত সফলতা। [88,1405,344,1433]
zodiac-body: ৰাশিৰ আন্যাক্ষৰ ই, উ, ৰ। শুভ কাৰক গ্ৰহ শুক্ৰ, বুধ। শুভ সংখ্যা ২, ৬। আৰ্থিক দিশত লাভৰ যোগ। [88,1038,344,1067]
headline-sualkuchi: শুৱালকুছিত ৰিণিকি... [1154,1025,1455,1065]
horoscope-intro: দেওবাৰ, ৪ মে', ২০ বহাগ, ১৯৪৭ শক। শ্ৰীশ্ৰীশংকৰাব্দ ৫৭৬, শকাব্দ ১৯৪৭, খ্ৰীষ্টাব্দ ২০২৫। আজি তিথি সপ্তমী। চন্দ্ৰ কৰ্কট ৰাশিত অৱস্থান কৰিব। [58,951,344,995]
article-body: ২৩/৩/৭০ পশ্চিম কাৰবাৰ জিলা পৰিষদৰ সমষ্টিৰ আগপৰ প্ৰাৰ্থী নাজিৰ কালিতাৰ হৈ সমষ্টিত প্ৰচাৰ চলাই কংগ্ৰেছ দলৰ তীব্ৰ সমালোচনা কৰে। মুখ্যমন্ত্ৰীয়ে ৰাজ্যখনৰ বিকাশৰ বাবে ঋণ লৈ কাম কৰি আছে বুলি বিৰোধীয়ে অভিযোগ উত্থাপন কৰিছে যদিও সেই ঋণৰ টকাৰে ৰাজ্যখনৰ আন্তঃগাঁথনিৰ বিকাশ সাধন কৰা হৈছে বুলি উল্লেখ কৰে। [760,752,1143,817]
headline-lanka: লংকাত বিজেপি-অগপৰ... [1154,1480,1380,1558]
zodiac-name: মীন [88,1405,104,1419]
astrologer-photo [58,1447,108,1508]
article-body: সৰকাৰ আৰু, সৰকাৰ বিকাশৰ এই অভিযানত যাত্ৰাত আগবাঢ়ি লৈ যোৱাৰ বাবে বিজেপি মিত্ৰজোটৰ প্ৰাৰ্থীসকলক বিপুল ভোটত জয়ী কৰাবলৈ ৰাইজৰ আহ্বান জনায়। কেন্দ্ৰীয় মন্ত্ৰীজনে আজি সমাবেশত ৰাইজৰ সন্মুখত ভাষণ দি কয় যে দেশৰ নিৰাপত্তা আৰু অখণ্ডতা ৰক্ষাৰ ক্ষেত্ৰত চৰকাৰ সদায়েই অগ্ৰণী। পাকিস্তানৰ সৈতে সম্পৰ্কিত বিভিন্ন বিষয়ত চৰকাৰে কঠোৰ স্থিতি গ্ৰহণ কৰিছে আৰু দেশবাসীক সতৰ্ক থাকিবলৈ আহ্বান জনায়। [365,229,748,327]
article-body: দালালক গঠিত টেৰক পৰা এইবাৰো কিস্ত নিবৰ্জনালৈ নাম কৰ্তন কৰা হৈছে। তেওঁ কয় যে বিজেপিয়ে দেশত বিভাজনৰ ৰাজনীতি কৰি আছে আৰু ৰাইজক বিভ্ৰান্ত কৰিছে। নিৰ্বাচনত ৰাইজে সঠিক সিদ্ধান্ত লোৱা উচিত বুলি তেওঁ আহ্বান জনায়। [365,1313,748,1360]
zodiac-row [58,1123,344,1153]
separator [760,990,1143,991]
article-body: পুৰণা ভোটাৰ তালিকা ব্যৱহাৰ কৰাৰ ফলত বহুতো প্ৰকৃত ভোটাৰ ভোটদানৰ পৰা বঞ্চিত হোৱাৰ অভিযোগ উঠিছে। ভোটাৰসকলে কেন্দ্ৰলৈ গৈ নিজৰ নাম তালিকাত বিচাৰি নোপোৱাত হতাশ হৈ ঘূৰি আহিবলগীয়া হয়। জিলা নিৰ্বাচন বিষয়াই এই বিষয়টো খতিয়াই চাব বুলি আশ্বাস দিছে। [1154,520,1473,602]
